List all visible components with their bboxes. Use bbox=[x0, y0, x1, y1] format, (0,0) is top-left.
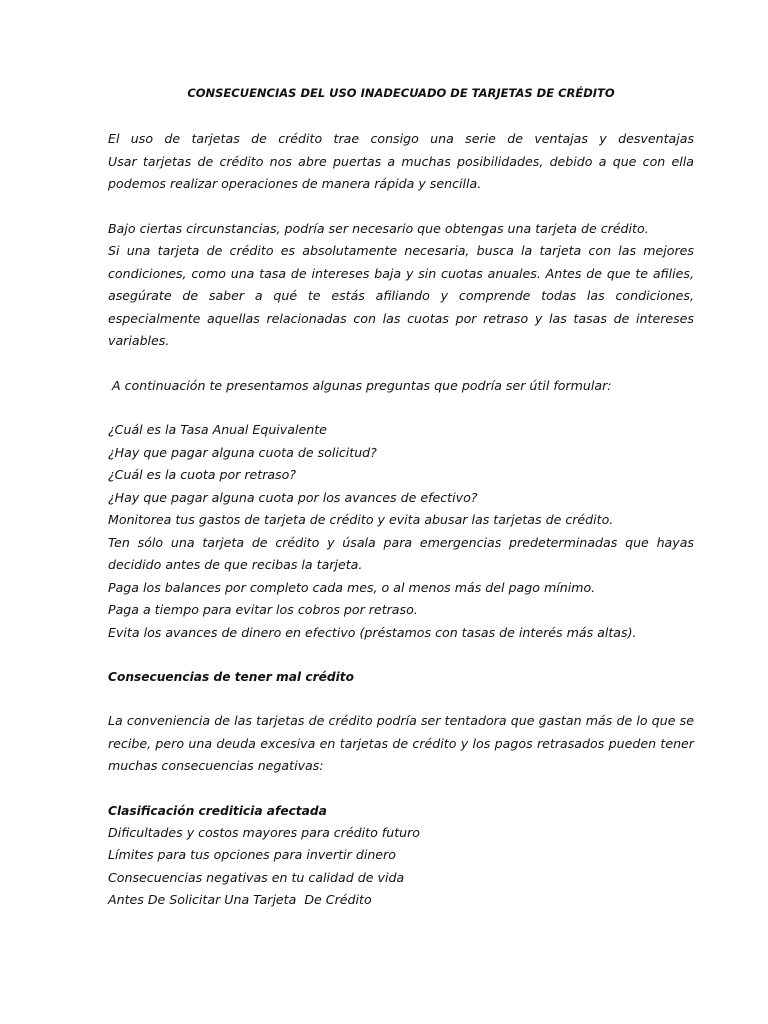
questions-intro bbox=[108, 375, 694, 398]
tip-1: Monitorea tus gastos de tarjeta de crédito y evita abusar las tarjetas de crédito. bbox=[108, 512, 614, 527]
question-4: ¿Hay que pagar alguna cuota por los avances de efectivo? bbox=[108, 489, 478, 505]
circumstances-line-3: condiciones, como una tasa de intereses baja y sin cuotas anuales. Antes de que te afilies, bbox=[108, 265, 694, 281]
bad-credit-line-3: muchas consecuencias negativas: bbox=[108, 758, 324, 773]
bad-credit-heading: Consecuencias de tener mal crédito bbox=[108, 670, 354, 684]
classification-item-3: Consecuencias negativas en tu calidad de vida bbox=[108, 869, 405, 885]
bad-credit-line-1: La conveniencia de las tarjetas de crédito podría ser tentadora que gastan más de lo que se bbox=[108, 713, 694, 728]
circumstances-line-6: variables. bbox=[108, 333, 170, 348]
circumstances-paragraph bbox=[108, 218, 694, 353]
intro-paragraph bbox=[108, 128, 694, 196]
circumstances-line-2: Si una tarjeta de crédito es absolutamente necesaria, busca la tarjeta con las mejores bbox=[108, 243, 694, 258]
bad-credit-line-2: recibe, pero una deuda excesiva en tarjetas de crédito y los pagos retrasados pueden tener bbox=[108, 735, 694, 751]
questions-list bbox=[108, 419, 694, 644]
tip-3: Paga los balances por completo cada mes, o al menos más del pago mínimo. bbox=[108, 579, 596, 595]
intro-line-1: El uso de tarjetas de crédito trae consigo una serie de ventajas y desventajas bbox=[108, 131, 694, 146]
circumstances-line-5: especialmente aquellas relacionadas con las cuotas por retraso y las tasas de intereses bbox=[108, 310, 694, 326]
classification-item-4: Antes De Solicitar Una Tarjeta De Crédito bbox=[108, 892, 372, 907]
intro-line-2: Usar tarjetas de crédito nos abre puertas a muchas posibilidades, debido a que con ella bbox=[108, 153, 694, 169]
tip-4: Paga a tiempo para evitar los cobros por retraso. bbox=[108, 602, 418, 617]
question-3: ¿Cuál es la cuota por retraso? bbox=[108, 467, 297, 482]
circumstances-line-1: Bajo ciertas circunstancias, podría ser necesario que obtengas una tarjeta de crédito. bbox=[108, 220, 649, 236]
circumstances-line-4: asegúrate de saber a qué te estás afiliando y comprende todas las condiciones, bbox=[108, 288, 694, 303]
tip-5: Evita los avances de dinero en efectivo (préstamos con tasas de interés más altas). bbox=[108, 624, 637, 640]
questions-intro-line: A continuación te presentamos algunas preguntas que podría ser útil formular: bbox=[108, 377, 612, 393]
document-page bbox=[108, 82, 694, 912]
intro-line-3: podemos realizar operaciones de manera rápida y sencilla. bbox=[108, 176, 482, 191]
tip-2-line-2: decidido antes de que recibas la tarjeta. bbox=[108, 557, 363, 572]
bad-credit-paragraph bbox=[108, 710, 694, 778]
question-1: ¿Cuál es la Tasa Anual Equivalente bbox=[108, 422, 327, 437]
classification-item-2: Límites para tus opciones para invertir dinero bbox=[108, 847, 396, 862]
classification-item-1: Dificultades y costos mayores para crédito futuro bbox=[108, 824, 421, 840]
question-2: ¿Hay que pagar alguna cuota de solicitud? bbox=[108, 444, 377, 460]
document-title: CONSECUENCIAS DEL USO INADECUADO DE TARJETAS DE CRÉDITO bbox=[187, 86, 615, 100]
classification-heading: Clasificación crediticia afectada bbox=[108, 803, 327, 818]
tip-2-line-1: Ten sólo una tarjeta de crédito y úsala para emergencias predeterminadas que hayas bbox=[108, 534, 694, 550]
classification-list bbox=[108, 822, 694, 912]
